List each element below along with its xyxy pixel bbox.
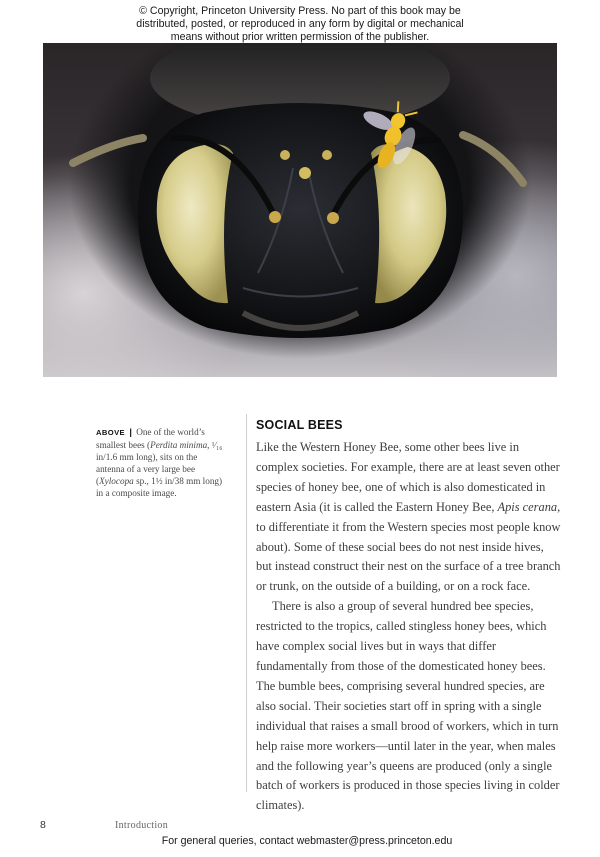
copyright-notice <box>0 5 600 44</box>
contact-notice: For general queries, contact webmaster@press.princeton.edu <box>161 835 453 847</box>
body-paragraph-1 <box>256 438 561 597</box>
copyright-line: distributed, posted, or reproduced in any form by digital or mechanical <box>136 18 464 30</box>
page-number: 8 <box>40 819 46 831</box>
column-divider <box>246 414 247 792</box>
caption-species-xylocopa: Xylocopa <box>99 476 134 486</box>
paragraph-text: Like the Western Honey Bee, some other bees live in complex societies. For example, there are at least seven other species of honey bee, one of which is also domesticated in eastern Asia (it is called the Eastern Honey Bee, <box>256 440 560 514</box>
copyright-line: means without prior written permission of the publisher. <box>170 31 430 43</box>
bee-head-photo <box>43 43 557 377</box>
species-name-apis-cerana: Apis cerana <box>497 499 558 514</box>
bee-illustration <box>43 43 557 377</box>
body-paragraph-2: There is also a group of several hundred bee species, restricted to the tropics, called stingless honey bees, which have complex social lives but in ways that differ fundamentally from those of the domesticated honey bees. The bumble bees, comprising several hundred species, are also social. Their societies start off in spring with a single individual that raises a small brood of workers, which in turn help raise more workers—until later in the year, when males and the following year’s queens are produced (only a single batch of workers is produced in those species living in colder climates). <box>256 599 560 813</box>
caption-separator: | <box>129 427 132 437</box>
caption-text: One of the world’s smallest bees ( <box>96 427 205 450</box>
caption-text: sp., 1½ in/38 mm long) in a composite image. <box>96 476 223 498</box>
caption-label: ABOVE <box>96 428 126 437</box>
paragraph-text: , to differentiate it from the Western species most people know about). Some of these social bees do not nest inside hives, but instead construct their nest on the surface of a tree branch or trunk, on the outside of a building, or on a rock face. <box>256 499 561 594</box>
caption-species-perdita: Perdita minima <box>150 440 208 450</box>
photo-caption <box>96 426 226 499</box>
social-bees-section <box>256 418 561 816</box>
section-heading: SOCIAL BEES <box>256 418 343 432</box>
copyright-line: © Copyright, Princeton University Press. No part of this book may be <box>139 5 461 17</box>
running-footer-section: Introduction <box>115 820 169 831</box>
caption-text: , ¹⁄₁₆ in/1.6 mm long), sits on the antenna of a very large bee ( <box>96 440 223 486</box>
